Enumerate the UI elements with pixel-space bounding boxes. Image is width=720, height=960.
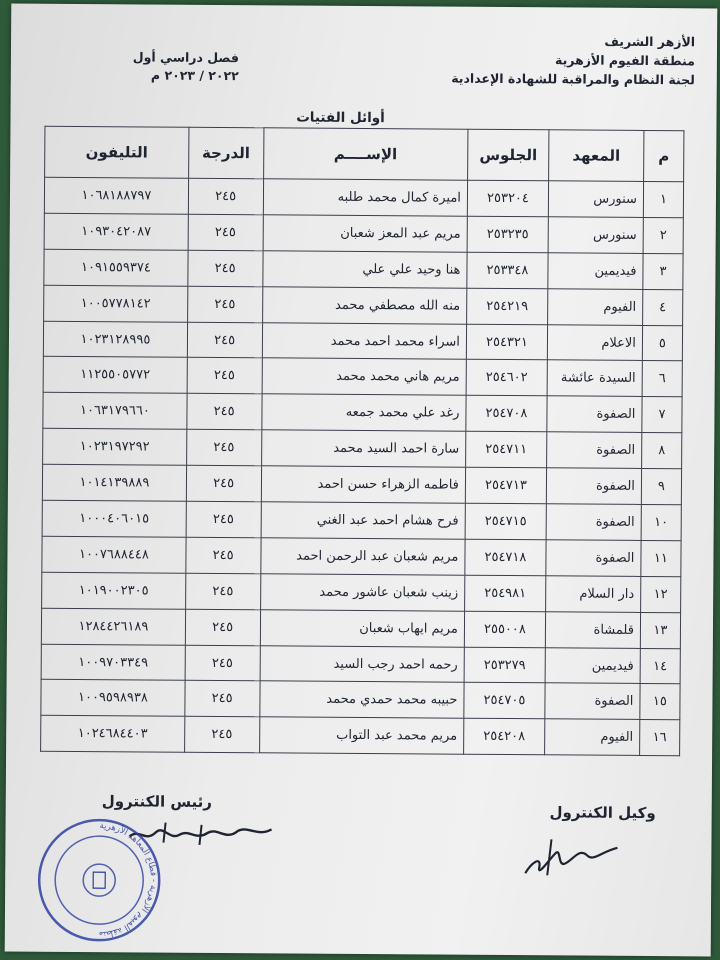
cell-grade: ٢٤٥	[188, 286, 263, 322]
table-row	[41, 644, 680, 684]
org-line-3: لجنة النظام والمراقبة للشهادة الإعدادية	[451, 70, 695, 88]
official-seal-stamp	[35, 816, 164, 945]
academic-year: ٢٠٢٢ / ٢٠٢٣ م	[150, 67, 239, 84]
document-sheet	[5, 4, 718, 957]
cell-name: رغد علي محمد جمعه	[261, 394, 466, 431]
cell-name: مريم هاني محمد محمد	[262, 358, 467, 395]
header-phone: التليفون	[45, 126, 189, 178]
table-row	[43, 393, 682, 433]
cell-institute: السيدة عائشة	[547, 360, 642, 397]
cell-name: فاطمه الزهراء حسن احمد	[261, 466, 466, 503]
cell-name: مريم محمد عبد التواب	[259, 717, 464, 754]
cell-name: مريم شعبان عبد الرحمن احمد	[260, 538, 465, 575]
cell-phone: ١٠٢٣١٩٧٢٩٢	[43, 429, 187, 466]
cell-phone: ١٠٦٣١٧٩٦٦٠	[43, 393, 187, 430]
cell-phone: ١١٢٥٥٠٥٧٧٢	[43, 357, 187, 394]
table-row	[42, 536, 681, 576]
cell-institute: الصفوة	[546, 540, 641, 577]
cell-name: سارة احمد السيد محمد	[261, 430, 466, 467]
cell-grade: ٢٤٥	[187, 430, 262, 466]
cell-seat: ٢٥٤٦٠٢	[466, 360, 547, 396]
cell-phone: ١٠١٩٠٠٢٣٠٥	[42, 572, 186, 609]
header-number: م	[644, 130, 684, 181]
cell-phone: ١٠٠٩٧٠٣٣٤٩	[41, 644, 185, 681]
cell-grade: ٢٤٥	[188, 178, 263, 214]
cell-institute: قلمشاة	[545, 611, 640, 648]
org-line-1: الأزهر الشريف	[604, 33, 696, 50]
table-title: أوائل الفتيات	[296, 109, 385, 127]
cell-phone: ١٠٠٠٤٠٦٠١٥	[42, 500, 186, 537]
cell-seat: ٢٥٣٢٣٥	[467, 216, 548, 252]
svg-text:منطقة الفيوم الأزهرية - قطاع ا	[98, 821, 158, 939]
term-label: فصل دراسي أول	[132, 49, 239, 66]
table-row	[44, 249, 683, 289]
cell-seat: ٢٥٤٣٢١	[466, 324, 547, 360]
table-row	[43, 321, 682, 361]
cell-number: ١٥	[640, 684, 680, 720]
cell-number: ٣	[643, 253, 683, 289]
cell-phone: ١٠٩١٥٥٩٣٧٤	[44, 249, 188, 286]
cell-name: هنا وحيد علي علي	[262, 251, 467, 288]
cell-seat: ٢٥٣٣٤٨	[467, 252, 548, 288]
table-row	[41, 608, 680, 648]
cell-seat: ٢٥٤٧٠٨	[466, 396, 547, 432]
table-row	[42, 572, 681, 612]
cell-grade: ٢٤٥	[187, 394, 262, 430]
cell-institute: دار السلام	[546, 576, 641, 613]
table-row	[41, 716, 680, 756]
cell-number: ٩	[641, 469, 681, 505]
table-row	[42, 464, 681, 504]
org-line-2: منطقة الفيوم الأزهرية	[554, 52, 695, 69]
cell-name: مريم عبد المعز شعبان	[263, 215, 468, 252]
cell-number: ١٦	[640, 720, 680, 756]
cell-institute: فيديمين	[545, 647, 640, 684]
cell-seat: ٢٥٥٠٠٨	[464, 611, 545, 647]
organization-header	[451, 31, 695, 90]
table-row	[43, 429, 682, 469]
cell-name: مريم ايهاب شعبان	[260, 609, 465, 646]
table-row	[44, 213, 683, 253]
cell-grade: ٢٤٥	[187, 322, 262, 358]
cell-name: اسراء محمد احمد محمد	[262, 322, 467, 359]
cell-grade: ٢٤٥	[186, 537, 261, 573]
cell-number: ١	[643, 181, 683, 217]
cell-seat: ٢٥٤٧١٨	[465, 539, 546, 575]
cell-number: ٦	[642, 361, 682, 397]
cell-institute: الصفوة	[547, 432, 642, 469]
cell-number: ١٢	[641, 576, 681, 612]
cell-number: ٧	[642, 397, 682, 433]
cell-phone: ١٠٠٩٥٩٨٩٣٨	[41, 680, 185, 717]
table-row	[42, 500, 681, 540]
cell-name: اميرة كمال محمد طلبه	[263, 179, 468, 216]
cell-grade: ٢٤٥	[186, 465, 261, 501]
head-signature-label: رئيس الكنترول	[101, 792, 213, 811]
cell-institute: الفيوم	[548, 288, 643, 325]
results-table	[40, 126, 684, 757]
cell-seat: ٢٥٤٧١٥	[465, 503, 546, 539]
cell-phone: ١٢٨٤٤٢٦١٨٩	[41, 608, 185, 645]
cell-grade: ٢٤٥	[186, 573, 261, 609]
header-name: الإســــم	[263, 128, 468, 180]
term-header	[99, 48, 239, 85]
cell-name: فرح هشام احمد عبد الغني	[261, 502, 466, 539]
cell-grade: ٢٤٥	[188, 250, 263, 286]
header-seat: الجلوس	[468, 129, 549, 181]
cell-name: منه الله مصطفي محمد	[262, 286, 467, 323]
cell-institute: الفيوم	[545, 719, 640, 756]
header-institute: المعهد	[549, 130, 644, 182]
cell-grade: ٢٤٥	[185, 645, 260, 681]
cell-institute: الصفوة	[547, 396, 642, 433]
cell-institute: فيديمين	[548, 253, 643, 290]
cell-grade: ٢٤٥	[185, 681, 260, 717]
cell-number: ١١	[641, 540, 681, 576]
cell-phone: ١٠٠٥٧٧٨١٤٢	[44, 285, 188, 322]
cell-phone: ١٠٩٣٠٤٢٠٨٧	[44, 213, 188, 250]
header-grade: الدرجة	[189, 127, 264, 179]
cell-institute: الصفوة	[545, 683, 640, 720]
cell-seat: ٢٥٤٧١١	[466, 431, 547, 467]
table-row	[41, 680, 680, 720]
deputy-signature-mark	[521, 833, 631, 882]
seal-text: منطقة الفيوم الأزهرية - قطاع المعاهد الأزهرية	[98, 821, 159, 940]
cell-seat: ٢٥٣٢٧٩	[464, 647, 545, 683]
cell-name: زينب شعبان عاشور محمد	[260, 574, 465, 611]
cell-grade: ٢٤٥	[185, 609, 260, 645]
cell-seat: ٢٥٤٢٠٨	[464, 719, 545, 755]
cell-grade: ٢٤٥	[184, 717, 259, 753]
cell-number: ٥	[642, 325, 682, 361]
cell-grade: ٢٤٥	[187, 358, 262, 394]
cell-institute: الصفوة	[546, 468, 641, 505]
cell-grade: ٢٤٥	[186, 501, 261, 537]
cell-seat: ٢٥٤٢١٩	[467, 288, 548, 324]
cell-institute: سنورس	[548, 217, 643, 254]
cell-seat: ٢٥٣٢٠٤	[467, 180, 548, 216]
cell-phone: ١٠٢٣١٢٨٩٩٥	[43, 321, 187, 358]
cell-number: ١٠	[641, 504, 681, 540]
cell-institute: الصفوة	[546, 504, 641, 541]
table-header-row	[45, 126, 684, 181]
cell-phone: ١٠٢٤٦٨٤٤٠٣	[41, 716, 185, 753]
cell-institute: سنورس	[548, 181, 643, 218]
cell-phone: ١٠٦٨١٨٨٧٩٧	[44, 177, 188, 214]
cell-number: ٨	[642, 433, 682, 469]
cell-number: ٢	[643, 217, 683, 253]
cell-name: حبيبه محمد حمدي محمد	[259, 681, 464, 718]
cell-number: ١٤	[640, 648, 680, 684]
cell-grade: ٢٤٥	[188, 214, 263, 250]
cell-name: رحمه احمد رجب السيد	[260, 645, 465, 682]
cell-number: ٤	[643, 289, 683, 325]
cell-phone: ١٠١٤١٣٩٨٨٩	[42, 464, 186, 501]
table-body	[41, 177, 684, 756]
cell-number: ١٣	[640, 612, 680, 648]
table-row	[43, 357, 682, 397]
cell-seat: ٢٥٤٧١٣	[465, 467, 546, 503]
table-row	[44, 285, 683, 325]
deputy-signature-label: وكيل الكنترول	[549, 803, 656, 823]
cell-institute: الاعلام	[547, 324, 642, 361]
cell-phone: ١٠٠٧٦٨٨٤٤٨	[42, 536, 186, 573]
cell-seat: ٢٥٤٧٠٥	[464, 683, 545, 719]
cell-seat: ٢٥٤٩٨١	[465, 575, 546, 611]
table-row	[44, 177, 683, 217]
